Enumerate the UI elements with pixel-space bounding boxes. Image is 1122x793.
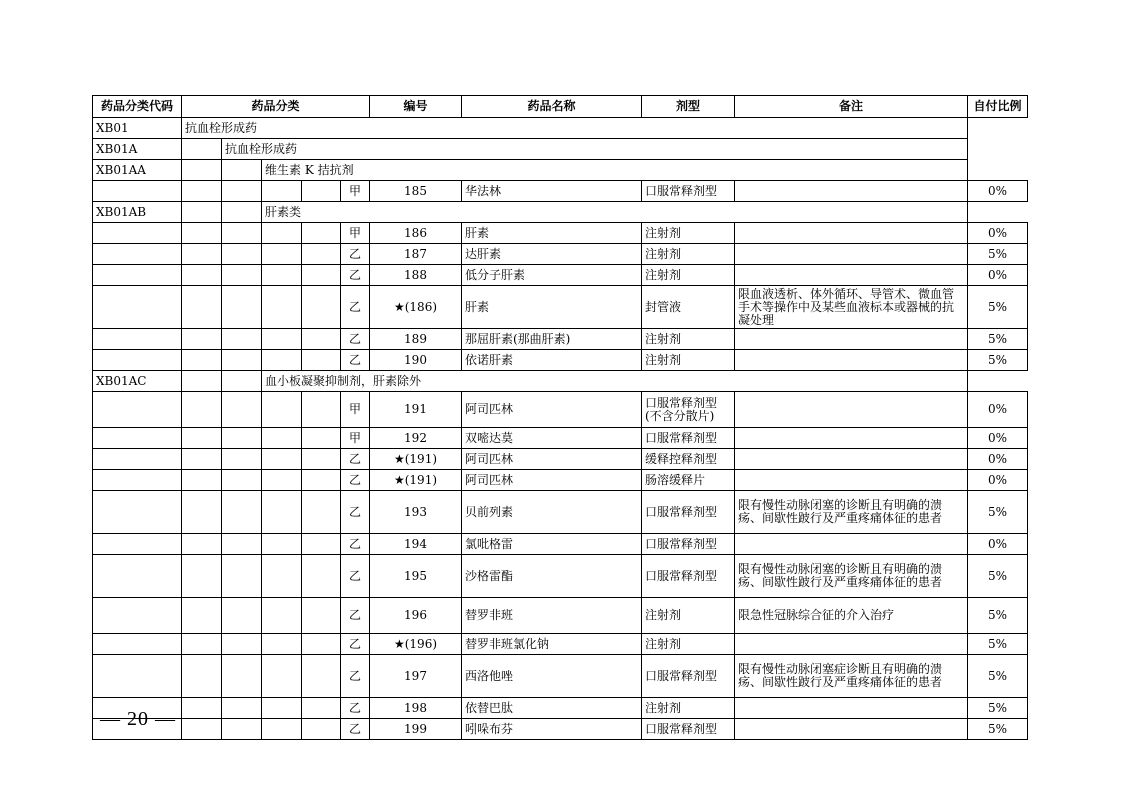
drug-ratio: 5% [968, 244, 1028, 265]
empty-cell [222, 449, 262, 470]
empty-cell [182, 371, 222, 392]
empty-cell [222, 555, 262, 598]
empty-cell [302, 470, 341, 491]
empty-cell [222, 350, 262, 371]
drug-form: 注射剂 [642, 598, 735, 634]
drug-ratio: 0% [968, 449, 1028, 470]
empty-cell [222, 223, 262, 244]
drug-row [93, 598, 1028, 634]
empty-cell [262, 244, 302, 265]
header-form: 剂型 [642, 96, 735, 118]
empty-cell [262, 350, 302, 371]
category-code [93, 350, 182, 371]
category-code [93, 428, 182, 449]
drug-note: 限有慢性动脉闭塞症诊断且有明确的溃疡、间歇性跛行及严重疼痛体征的患者 [735, 655, 968, 698]
drug-row [93, 392, 1028, 428]
drug-form: 口服常释剂型 [642, 181, 735, 202]
drug-class: 乙 [341, 655, 370, 698]
empty-cell [222, 534, 262, 555]
drug-ratio: 5% [968, 555, 1028, 598]
drug-ratio: 0% [968, 470, 1028, 491]
drug-name: 依诺肝素 [462, 350, 642, 371]
category-code [93, 286, 182, 329]
empty-cell [302, 698, 341, 719]
drug-note [735, 392, 968, 428]
empty-cell [302, 350, 341, 371]
drug-class: 乙 [341, 470, 370, 491]
category-code [93, 392, 182, 428]
empty-cell [182, 698, 222, 719]
drug-row [93, 449, 1028, 470]
category-code [93, 534, 182, 555]
drug-ratio: 0% [968, 223, 1028, 244]
drug-number: ★(191) [370, 449, 462, 470]
drug-form: 口服常释剂型 [642, 655, 735, 698]
empty-cell [182, 534, 222, 555]
empty-cell [182, 202, 222, 223]
empty-cell [182, 555, 222, 598]
drug-note [735, 350, 968, 371]
drug-ratio: 5% [968, 698, 1028, 719]
drug-name: 依替巴肽 [462, 698, 642, 719]
category-code: XB01A [93, 139, 182, 160]
drug-row [93, 428, 1028, 449]
empty-cell [182, 392, 222, 428]
empty-cell [302, 598, 341, 634]
header-name: 药品名称 [462, 96, 642, 118]
drug-number: ★(196) [370, 634, 462, 655]
empty-cell [262, 655, 302, 698]
drug-row [93, 491, 1028, 534]
category-name: 抗血栓形成药 [222, 139, 968, 160]
drug-note [735, 719, 968, 740]
empty-cell [262, 470, 302, 491]
empty-cell [302, 329, 341, 350]
empty-cell [182, 655, 222, 698]
drug-form: 注射剂 [642, 350, 735, 371]
drug-ratio: 5% [968, 719, 1028, 740]
category-code [93, 329, 182, 350]
category-row [93, 118, 1028, 139]
category-name: 维生素 K 拮抗剂 [262, 160, 968, 181]
drug-note [735, 428, 968, 449]
empty-cell [262, 719, 302, 740]
drug-number: 197 [370, 655, 462, 698]
drug-note [735, 329, 968, 350]
drug-form: 口服常释剂型 [642, 428, 735, 449]
drug-number: 194 [370, 534, 462, 555]
empty-cell [302, 265, 341, 286]
drug-note [735, 244, 968, 265]
empty-cell [262, 265, 302, 286]
empty-cell [262, 223, 302, 244]
empty-cell [222, 286, 262, 329]
drug-row [93, 555, 1028, 598]
category-code [93, 223, 182, 244]
drug-name: 低分子肝素 [462, 265, 642, 286]
empty-cell [302, 655, 341, 698]
empty-cell [222, 392, 262, 428]
empty-cell [222, 719, 262, 740]
drug-note [735, 449, 968, 470]
drug-number: 192 [370, 428, 462, 449]
drug-ratio: 5% [968, 350, 1028, 371]
drug-form: 口服常释剂型 [642, 719, 735, 740]
drug-class: 乙 [341, 350, 370, 371]
empty-cell [222, 160, 262, 181]
drug-class: 乙 [341, 329, 370, 350]
drug-form: 封管液 [642, 286, 735, 329]
drug-name: 那屈肝素(那曲肝素) [462, 329, 642, 350]
drug-row [93, 719, 1028, 740]
drug-note [735, 181, 968, 202]
drug-ratio: 5% [968, 655, 1028, 698]
drug-ratio: 0% [968, 392, 1028, 428]
category-code [93, 449, 182, 470]
empty-cell [262, 449, 302, 470]
drug-name: 替罗非班氯化钠 [462, 634, 642, 655]
empty-cell [302, 449, 341, 470]
drug-row [93, 470, 1028, 491]
category-code [93, 491, 182, 534]
category-code: XB01AB [93, 202, 182, 223]
empty-cell [262, 181, 302, 202]
empty-cell [182, 449, 222, 470]
drug-note [735, 223, 968, 244]
empty-cell [262, 491, 302, 534]
drug-note [735, 534, 968, 555]
drug-form: 注射剂 [642, 265, 735, 286]
empty-cell [222, 428, 262, 449]
drug-row [93, 634, 1028, 655]
drug-ratio: 5% [968, 598, 1028, 634]
drug-number: 190 [370, 350, 462, 371]
drug-class: 乙 [341, 634, 370, 655]
drug-number: 185 [370, 181, 462, 202]
empty-cell [302, 244, 341, 265]
drug-row [93, 223, 1028, 244]
drug-form: 缓释控释剂型 [642, 449, 735, 470]
drug-number: 187 [370, 244, 462, 265]
drug-ratio: 0% [968, 265, 1028, 286]
header-note: 备注 [735, 96, 968, 118]
drug-class: 乙 [341, 491, 370, 534]
category-row [93, 160, 1028, 181]
drug-ratio: 0% [968, 181, 1028, 202]
category-row [93, 139, 1028, 160]
drug-class: 甲 [341, 223, 370, 244]
drug-row [93, 350, 1028, 371]
drug-note: 限血液透析、体外循环、导管术、微血管手术等操作中及某些血液标本或器械的抗凝处理 [735, 286, 968, 329]
drug-form: 注射剂 [642, 244, 735, 265]
drug-form: 注射剂 [642, 698, 735, 719]
empty-cell [262, 534, 302, 555]
empty-cell [222, 634, 262, 655]
category-code: XB01AA [93, 160, 182, 181]
category-code [93, 470, 182, 491]
drug-ratio: 5% [968, 329, 1028, 350]
drug-number: 188 [370, 265, 462, 286]
empty-cell [302, 286, 341, 329]
drug-class: 甲 [341, 428, 370, 449]
drug-name: 贝前列素 [462, 491, 642, 534]
empty-cell [182, 491, 222, 534]
empty-cell [262, 392, 302, 428]
empty-cell [182, 139, 222, 160]
category-row [93, 371, 1028, 392]
drug-name: 肝素 [462, 223, 642, 244]
empty-cell [262, 634, 302, 655]
drug-name: 氯吡格雷 [462, 534, 642, 555]
table-header-row [93, 96, 1028, 118]
drug-class: 乙 [341, 698, 370, 719]
empty-cell [222, 698, 262, 719]
drug-form: 口服常释剂型 [642, 534, 735, 555]
empty-cell [222, 329, 262, 350]
drug-form: 注射剂 [642, 329, 735, 350]
empty-cell [182, 329, 222, 350]
drug-row [93, 181, 1028, 202]
header-category: 药品分类 [182, 96, 370, 118]
category-code [93, 634, 182, 655]
empty-cell [222, 655, 262, 698]
drug-number: 193 [370, 491, 462, 534]
empty-cell [302, 223, 341, 244]
drug-class: 乙 [341, 265, 370, 286]
drug-form: 口服常释剂型(不含分散片) [642, 392, 735, 428]
empty-cell [182, 350, 222, 371]
empty-cell [262, 555, 302, 598]
drug-note [735, 470, 968, 491]
category-code: XB01AC [93, 371, 182, 392]
header-code: 药品分类代码 [93, 96, 182, 118]
drug-number: 186 [370, 223, 462, 244]
drug-row [93, 265, 1028, 286]
drug-ratio: 0% [968, 428, 1028, 449]
drug-name: 吲哚布芬 [462, 719, 642, 740]
empty-cell [262, 598, 302, 634]
drug-note: 限有慢性动脉闭塞的诊断且有明确的溃疡、间歇性跛行及严重疼痛体征的患者 [735, 491, 968, 534]
drug-name: 华法林 [462, 181, 642, 202]
drug-name: 阿司匹林 [462, 449, 642, 470]
category-name: 血小板凝聚抑制剂，肝素除外 [262, 371, 968, 392]
drug-note [735, 265, 968, 286]
empty-cell [302, 534, 341, 555]
empty-cell [302, 555, 341, 598]
category-name: 抗血栓形成药 [182, 118, 968, 139]
empty-cell [302, 181, 341, 202]
empty-cell [262, 286, 302, 329]
drug-class: 甲 [341, 181, 370, 202]
drug-note: 限有慢性动脉闭塞的诊断且有明确的溃疡、间歇性跛行及严重疼痛体征的患者 [735, 555, 968, 598]
empty-cell [182, 244, 222, 265]
drug-name: 沙格雷酯 [462, 555, 642, 598]
category-code [93, 181, 182, 202]
category-row [93, 202, 1028, 223]
category-code [93, 598, 182, 634]
drug-class: 乙 [341, 449, 370, 470]
drug-number: ★(186) [370, 286, 462, 329]
drug-class: 乙 [341, 286, 370, 329]
category-code: XB01 [93, 118, 182, 139]
category-name: 肝素类 [262, 202, 968, 223]
drug-number: 189 [370, 329, 462, 350]
empty-cell [222, 181, 262, 202]
drug-name: 肝素 [462, 286, 642, 329]
drug-ratio: 5% [968, 634, 1028, 655]
category-code [93, 655, 182, 698]
drug-class: 乙 [341, 244, 370, 265]
drug-ratio: 5% [968, 491, 1028, 534]
header-number: 编号 [370, 96, 462, 118]
empty-cell [262, 698, 302, 719]
drug-number: 191 [370, 392, 462, 428]
drug-row [93, 655, 1028, 698]
empty-cell [182, 634, 222, 655]
empty-cell [182, 470, 222, 491]
drug-row [93, 329, 1028, 350]
drug-note: 限急性冠脉综合征的介入治疗 [735, 598, 968, 634]
empty-cell [222, 202, 262, 223]
category-code [93, 265, 182, 286]
empty-cell [302, 634, 341, 655]
empty-cell [262, 428, 302, 449]
drug-row [93, 286, 1028, 329]
drug-class: 乙 [341, 534, 370, 555]
empty-cell [222, 598, 262, 634]
drug-name: 双嘧达莫 [462, 428, 642, 449]
drug-note [735, 634, 968, 655]
category-code [93, 244, 182, 265]
empty-cell [262, 329, 302, 350]
drug-form: 注射剂 [642, 634, 735, 655]
empty-cell [182, 428, 222, 449]
empty-cell [302, 392, 341, 428]
drug-row [93, 534, 1028, 555]
drug-name: 西洛他唑 [462, 655, 642, 698]
empty-cell [182, 286, 222, 329]
empty-cell [302, 428, 341, 449]
drug-form: 注射剂 [642, 223, 735, 244]
drug-class: 乙 [341, 719, 370, 740]
drug-note [735, 698, 968, 719]
drug-name: 阿司匹林 [462, 392, 642, 428]
drug-catalog-table [92, 95, 1028, 740]
page-number: — 20 — [100, 708, 176, 730]
drug-class: 乙 [341, 555, 370, 598]
empty-cell [222, 470, 262, 491]
drug-form: 肠溶缓释片 [642, 470, 735, 491]
empty-cell [182, 160, 222, 181]
drug-name: 达肝素 [462, 244, 642, 265]
drug-name: 替罗非班 [462, 598, 642, 634]
drug-class: 甲 [341, 392, 370, 428]
empty-cell [182, 223, 222, 244]
empty-cell [182, 265, 222, 286]
empty-cell [222, 244, 262, 265]
empty-cell [302, 491, 341, 534]
drug-row [93, 244, 1028, 265]
drug-ratio: 0% [968, 534, 1028, 555]
empty-cell [182, 181, 222, 202]
header-ratio: 自付比例 [968, 96, 1028, 118]
drug-form: 口服常释剂型 [642, 555, 735, 598]
category-code [93, 555, 182, 598]
drug-name: 阿司匹林 [462, 470, 642, 491]
drug-class: 乙 [341, 598, 370, 634]
empty-cell [302, 719, 341, 740]
empty-cell [222, 265, 262, 286]
drug-number: 199 [370, 719, 462, 740]
empty-cell [182, 719, 222, 740]
empty-cell [222, 491, 262, 534]
drug-row [93, 698, 1028, 719]
drug-number: 198 [370, 698, 462, 719]
empty-cell [222, 371, 262, 392]
drug-form: 口服常释剂型 [642, 491, 735, 534]
drug-number: 196 [370, 598, 462, 634]
drug-number: 195 [370, 555, 462, 598]
drug-ratio: 5% [968, 286, 1028, 329]
drug-number: ★(191) [370, 470, 462, 491]
empty-cell [182, 598, 222, 634]
